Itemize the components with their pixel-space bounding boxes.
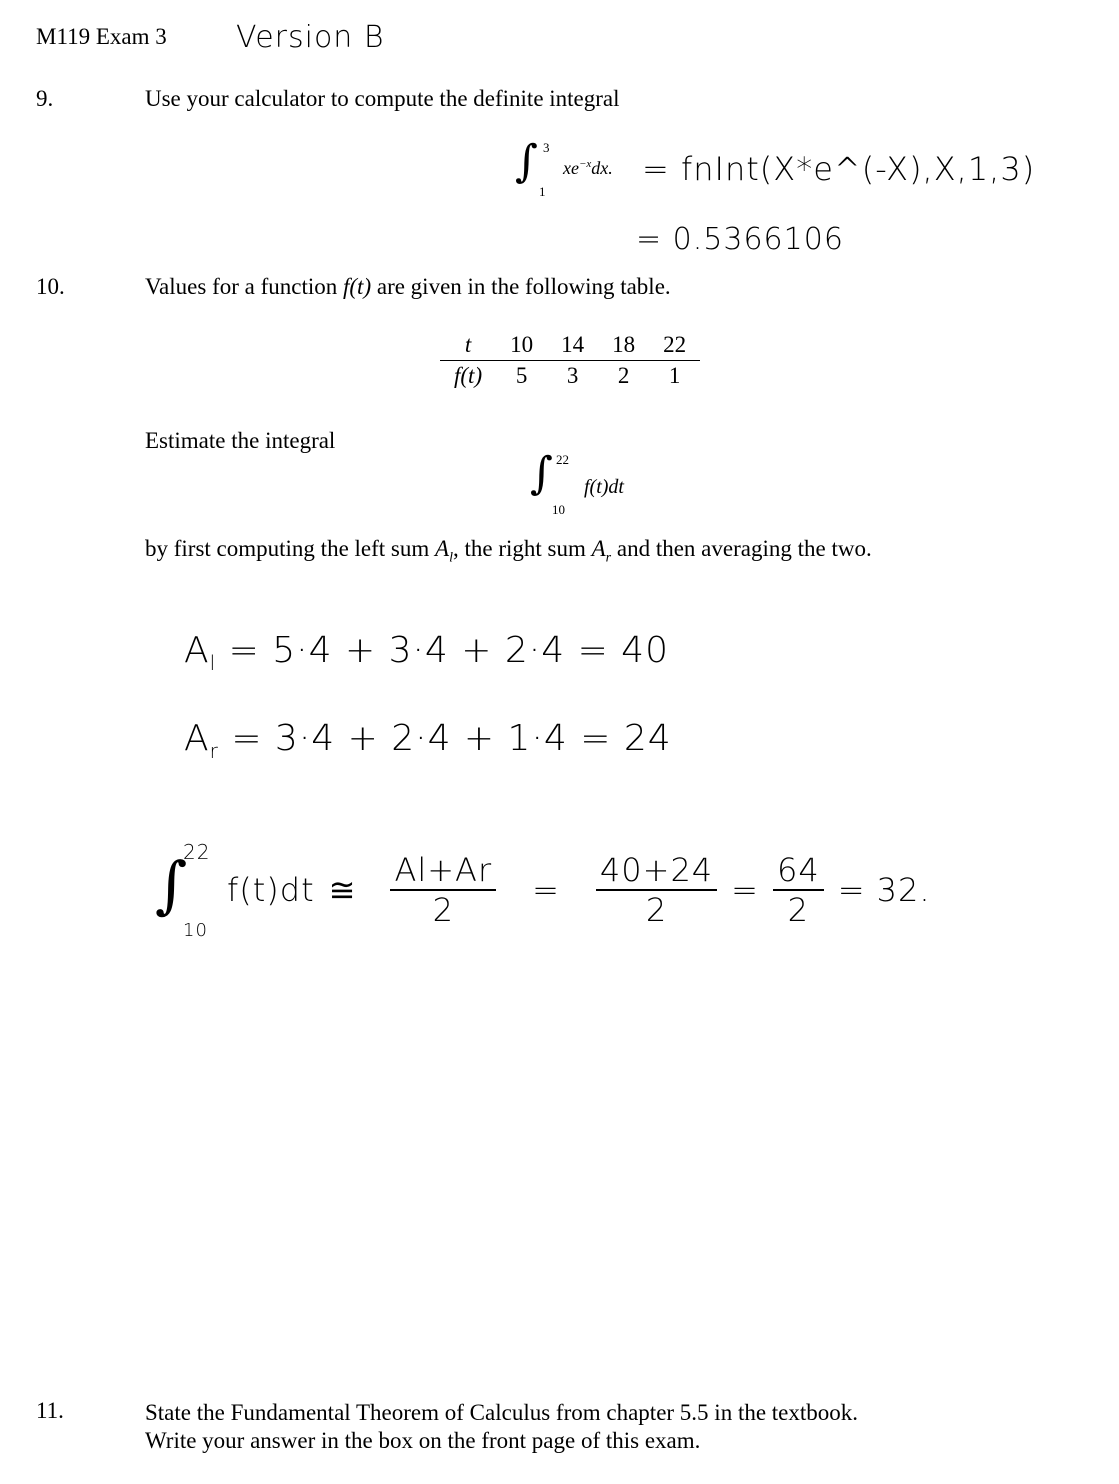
q10-prompt-post: are given in the following table. <box>371 274 671 299</box>
q9-answer-value: = 0.5366106 <box>636 222 844 257</box>
q10-estimate-label: Estimate the integral <box>145 428 336 453</box>
fraction-1 <box>390 851 496 929</box>
version-handwritten: Version B <box>236 20 385 55</box>
q9-integrand: xe <box>563 158 579 178</box>
q9-number: 9. <box>36 86 54 111</box>
a-left-symbol: A <box>435 536 450 561</box>
q10-prompt-pre: Values for a function <box>145 274 343 299</box>
left-sum-label: A <box>184 630 210 671</box>
equals-sign: = <box>731 871 759 909</box>
fraction-numerator: Al+Ar <box>390 851 496 891</box>
q11-line-1: State the Fundamental Theorem of Calculus from chapter 5.5 in the textbook. <box>145 1400 859 1425</box>
fraction-denominator: 2 <box>787 891 809 929</box>
table-row-f <box>440 361 700 392</box>
q9-answer-call: = fnInt(X*e^(-X),X,1,3) <box>642 150 1036 188</box>
fraction-2 <box>596 851 717 929</box>
q10-integrand: f(t)dt <box>584 476 624 498</box>
q9-integral <box>515 136 613 199</box>
left-sum-work <box>184 630 669 675</box>
exam-title: M119 Exam 3 <box>36 24 167 49</box>
q9-upper-limit: 3 <box>543 140 550 155</box>
right-sum-label: A <box>184 718 210 759</box>
q9-dx: dx. <box>591 158 613 178</box>
q10-prompt-fn: f(t) <box>343 274 372 299</box>
final-upper-limit: 22 <box>183 840 211 864</box>
integral-sign: ∫ <box>530 448 553 499</box>
a-right-symbol: A <box>591 536 606 561</box>
final-result: = 32. <box>837 871 931 909</box>
fraction-denominator: 2 <box>432 891 454 929</box>
q10-upper-limit: 22 <box>556 452 569 467</box>
table-cell: 1 <box>668 363 681 388</box>
fraction-3 <box>773 851 824 929</box>
q11-number: 11. <box>36 1398 64 1423</box>
q9-prompt: Use your calculator to compute the definite integral <box>145 86 620 111</box>
fraction-numerator: 64 <box>773 851 824 891</box>
final-lower-limit: 10 <box>183 920 208 941</box>
table-cell: 22 <box>649 330 700 361</box>
equals-sign: = <box>532 871 560 909</box>
q9-exponent: −x <box>578 158 592 170</box>
values-table <box>440 330 700 391</box>
final-integral <box>155 840 213 940</box>
table-label-t: t <box>440 330 496 361</box>
fraction-denominator: 2 <box>645 891 668 929</box>
final-estimate-work <box>155 840 931 940</box>
left-sum-expr: = 5·4 + 3·4 + 2·4 = 40 <box>228 630 669 671</box>
q10-integral <box>530 448 624 517</box>
instruction-part: by first computing the left sum <box>145 536 436 561</box>
q10-prompt <box>145 274 671 300</box>
q11-line-2: Write your answer in the box on the front page of this exam. <box>145 1428 701 1453</box>
table-cell: 10 <box>496 330 547 361</box>
left-sum-sub: l <box>209 651 217 676</box>
integral-sign: ∫ <box>155 848 189 921</box>
q9-lower-limit: 1 <box>539 184 546 199</box>
q10-instruction <box>145 536 872 567</box>
approx-sign: ≅ <box>328 871 357 909</box>
integral-sign: ∫ <box>515 136 538 187</box>
a-left-sub: l <box>449 550 453 566</box>
table-label-f: f(t) <box>454 363 483 388</box>
final-integrand: f(t)dt <box>227 871 315 909</box>
a-right-sub: r <box>605 550 612 566</box>
instruction-part: and then averaging the two. <box>611 536 872 561</box>
right-sum-expr: = 3·4 + 2·4 + 1·4 = 24 <box>231 718 672 759</box>
right-sum-sub: r <box>209 739 219 764</box>
table-row-t <box>440 330 700 361</box>
right-sum-work <box>184 718 672 763</box>
table-cell: 14 <box>547 330 598 361</box>
table-cell: 5 <box>515 363 528 388</box>
q10-lower-limit: 10 <box>552 502 565 517</box>
instruction-part: , the right sum <box>452 536 592 561</box>
q10-number: 10. <box>36 274 65 299</box>
table-cell: 3 <box>566 363 579 388</box>
table-cell: 18 <box>598 330 649 361</box>
fraction-numerator: 40+24 <box>596 851 717 891</box>
table-cell: 2 <box>617 363 630 388</box>
